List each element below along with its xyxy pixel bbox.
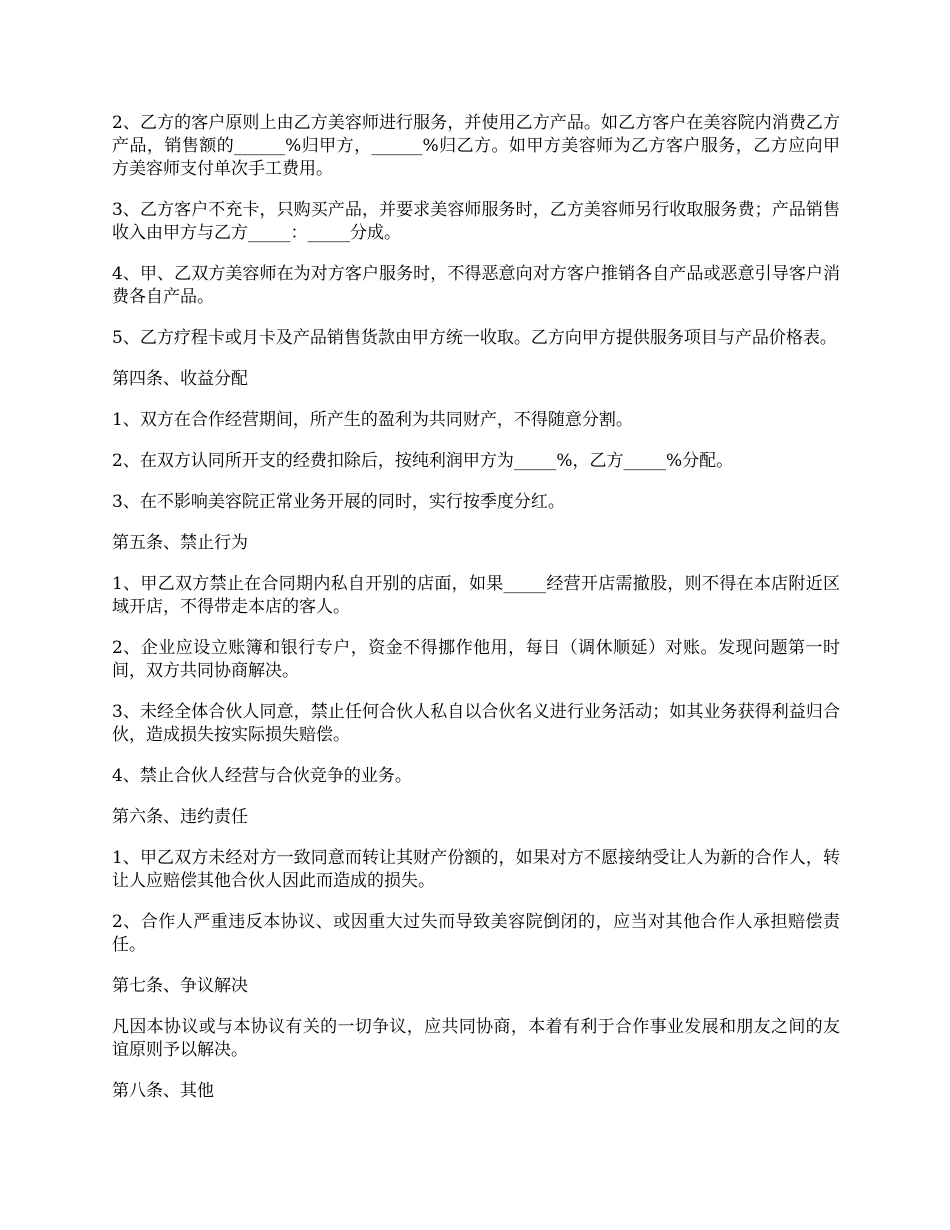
section-heading-article-7: 第七条、争议解决 bbox=[112, 976, 248, 996]
clause-5-item-1: 1、甲乙双方禁止在合同期内私自开别的店面，如果_____经营开店需撤股，则不得在本店附近区域开店，不得带走本店的客人。 bbox=[112, 574, 840, 617]
document-page bbox=[112, 112, 840, 1121]
clause-5-item-3: 3、未经全体合伙人同意，禁止任何合伙人私自以合伙名义进行业务活动；如其业务获得利益归合伙，造成损失按实际损失赔偿。 bbox=[112, 702, 840, 745]
clause-6-item-1: 1、甲乙双方未经对方一致同意而转让其财产份额的，如果对方不愿接纳受让人为新的合作人，转让人应赔偿其他合伙人因此而造成的损失。 bbox=[112, 848, 840, 891]
clause-3-item-4: 4、甲、乙双方美容师在为对方客户服务时，不得恶意向对方客户推销各自产品或恶意引导客户消费各自产品。 bbox=[112, 264, 840, 307]
clause-4-item-2: 2、在双方认同所开支的经费扣除后，按纯利润甲方为_____%，乙方_____%分配。 bbox=[112, 451, 734, 471]
section-heading-article-5: 第五条、禁止行为 bbox=[112, 533, 248, 553]
clause-6-item-2: 2、合作人严重违反本协议、或因重大过失而导致美容院倒闭的，应当对其他合作人承担赔偿责任。 bbox=[112, 912, 840, 955]
section-heading-article-4: 第四条、收益分配 bbox=[112, 369, 248, 389]
section-heading-article-6: 第六条、违约责任 bbox=[112, 807, 248, 827]
clause-3-item-5: 5、乙方疗程卡或月卡及产品销售货款由甲方统一收取。乙方向甲方提供服务项目与产品价格表。 bbox=[112, 328, 837, 348]
clause-3-item-3: 3、乙方客户不充卡，只购买产品，并要求美容师服务时，乙方美容师另行收取服务费；产品销售收入由甲方与乙方_____：_____分成。 bbox=[112, 200, 840, 243]
clause-3-item-2: 2、乙方的客户原则上由乙方美容师进行服务，并使用乙方产品。如乙方客户在美容院内消费乙方产品，销售额的______%归甲方，______%归乙方。如甲方美容师为乙方客户服务，乙方应向甲方美容师支付单次手工费用。 bbox=[112, 113, 840, 179]
clause-5-item-2: 2、企业应设立账簿和银行专户，资金不得挪作他用，每日（调休顺延）对账。发现问题第一时间，双方共同协商解决。 bbox=[112, 638, 840, 681]
clause-4-item-1: 1、双方在合作经营期间，所产生的盈利为共同财产，不得随意分割。 bbox=[112, 410, 633, 430]
section-heading-article-8: 第八条、其他 bbox=[112, 1081, 214, 1101]
clause-5-item-4: 4、禁止合伙人经营与合伙竞争的业务。 bbox=[112, 766, 412, 786]
clause-7-text: 凡因本协议或与本协议有关的一切争议，应共同协商，本着有利于合作事业发展和朋友之间的友谊原则予以解决。 bbox=[112, 1017, 840, 1060]
clause-4-item-3: 3、在不影响美容院正常业务开展的同时，实行按季度分红。 bbox=[112, 492, 565, 512]
